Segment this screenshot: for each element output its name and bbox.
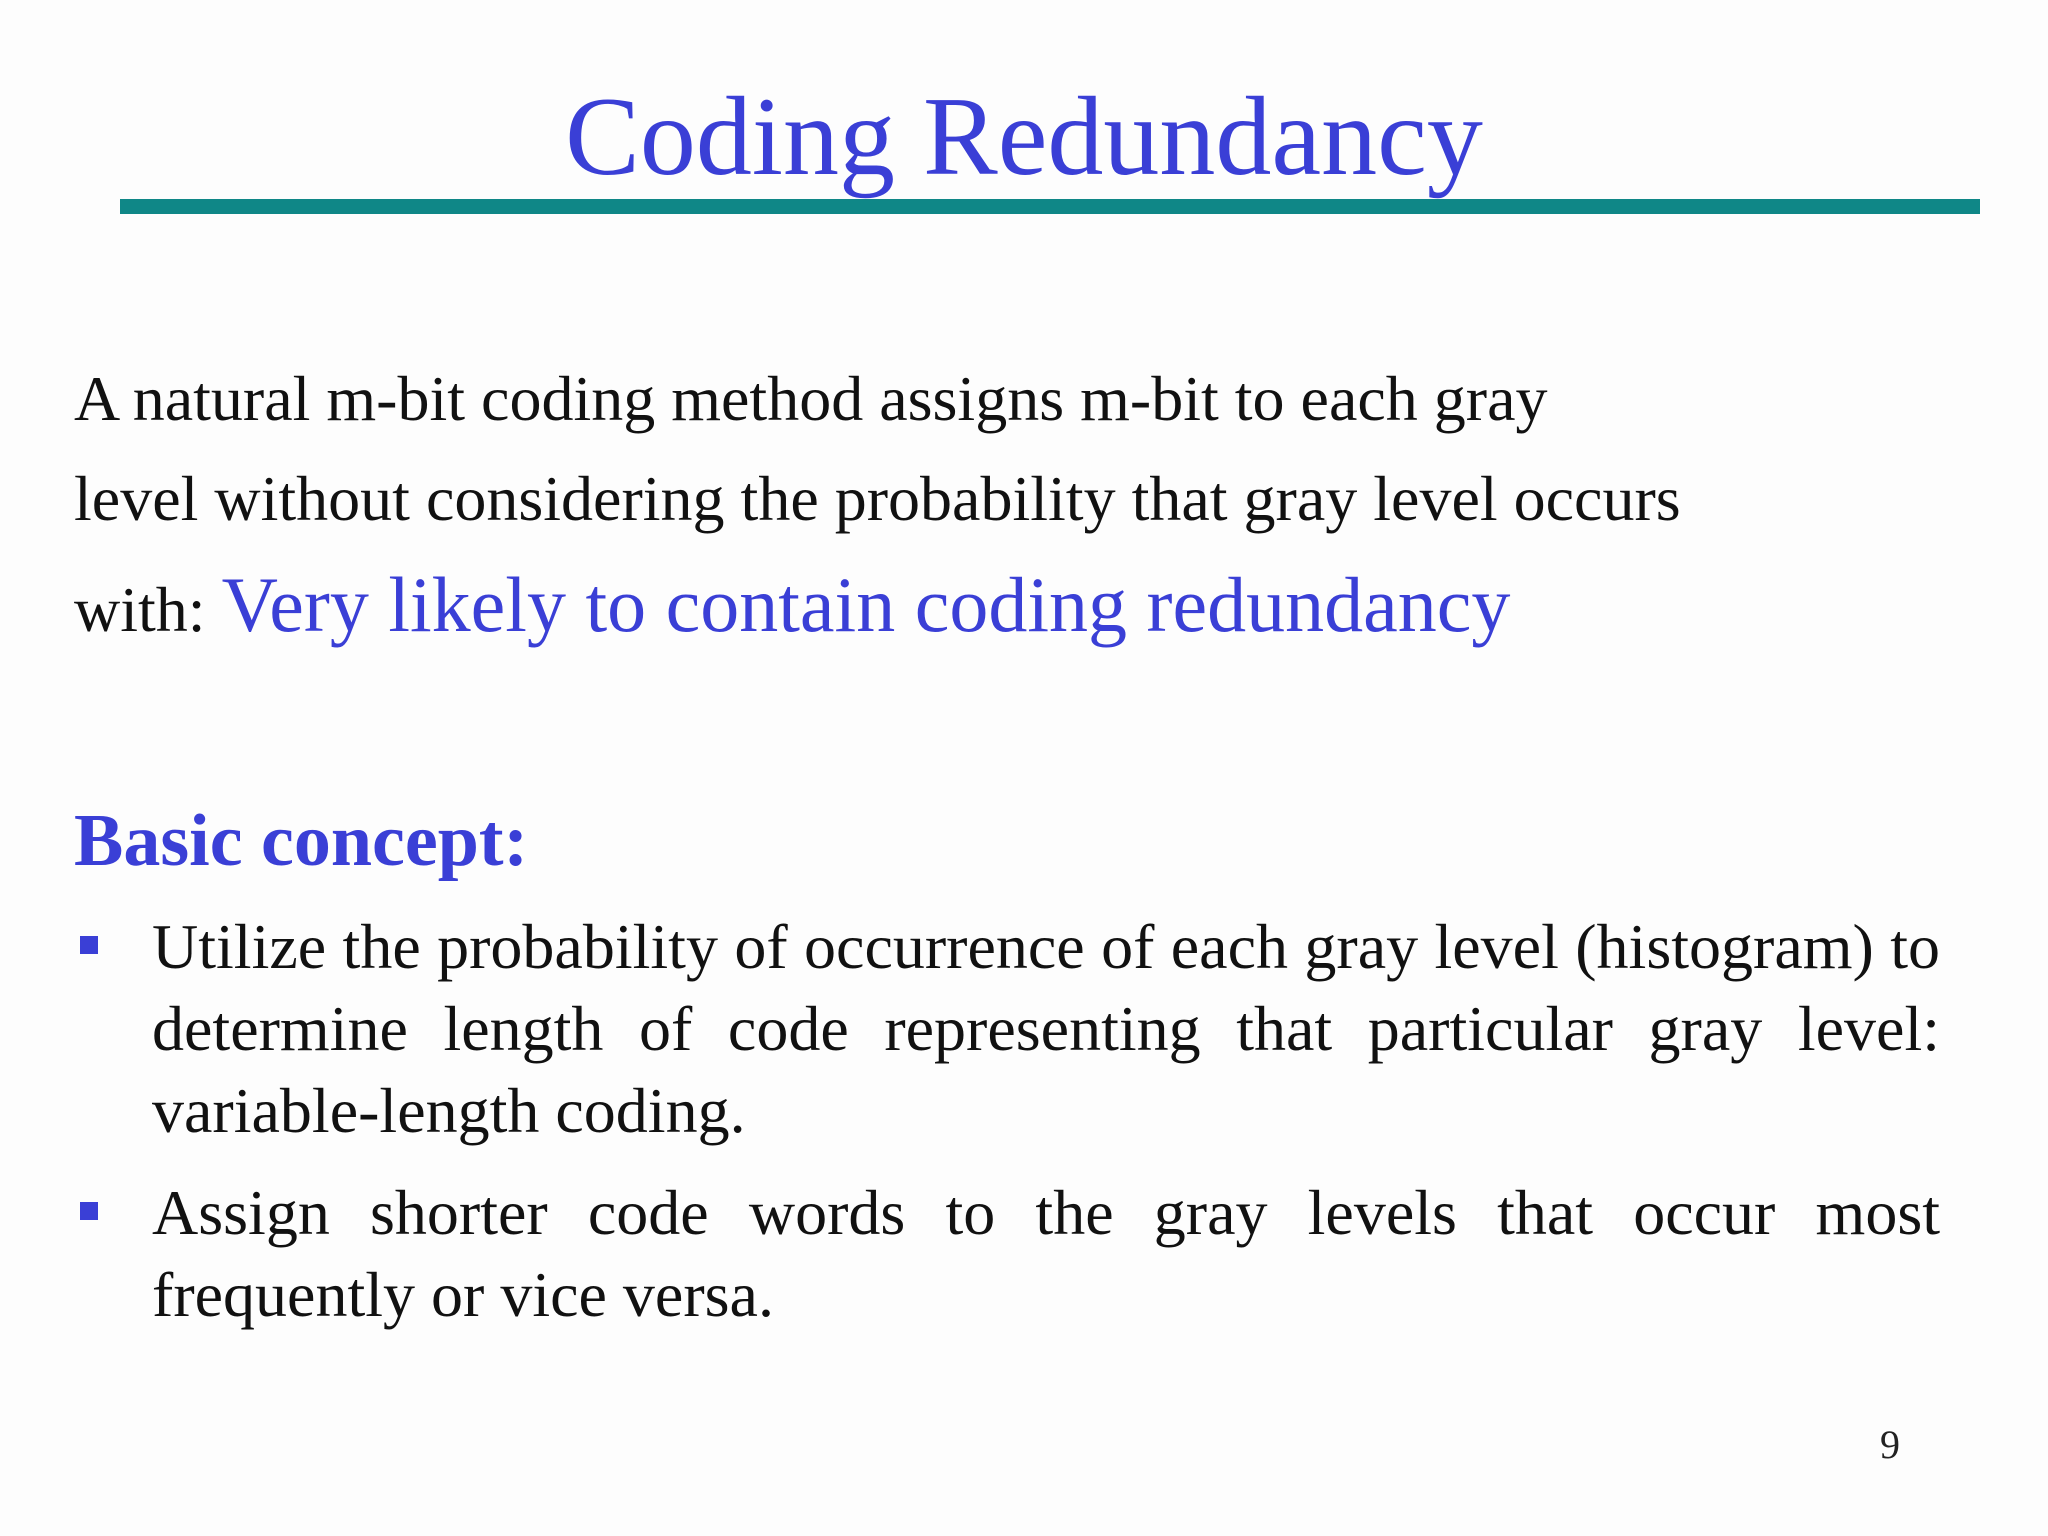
square-bullet-icon [80,1202,98,1220]
emphasis-text: Very likely to contain coding redundancy [221,561,1511,648]
title-divider [120,199,1980,214]
page-number: 9 [1880,1422,1900,1467]
bullet-item [74,906,1940,1152]
basic-concept-heading: Basic concept: [74,800,529,882]
square-bullet-icon [80,936,98,954]
bullet-text: Assign shorter code words to the gray levels that occur most frequently or vice versa. [152,1177,1940,1330]
intro-prefix: with: [74,574,206,645]
intro-line-2: level without considering the probability that gray level occurs [74,463,1681,534]
slide-title: Coding Redundancy [565,75,1483,199]
bullet-text: Utilize the probability of occurrence of each gray level (histogram) to determine length of code representing that particular gray level: variable-length coding. [152,911,1940,1146]
intro-line-3 [74,561,1511,649]
bullet-item [74,1172,1940,1336]
intro-line-1: A natural m-bit coding method assigns m-bit to each gray [74,363,1548,434]
